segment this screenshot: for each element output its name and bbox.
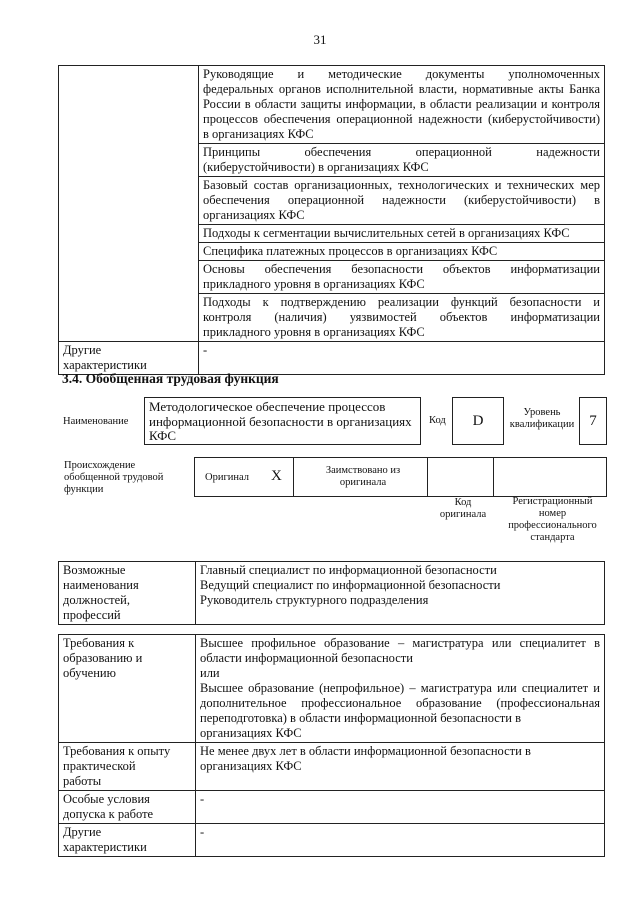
level-value: 7 <box>579 397 607 445</box>
code-original-caption: Код оригинала <box>439 497 487 520</box>
original-label: Оригинал <box>205 472 249 483</box>
divider <box>427 458 428 496</box>
knowledge-cell: Принципы обеспечения операционной надежности (киберустойчивости) в организациях КФС <box>199 144 605 177</box>
positions-table <box>58 561 605 625</box>
education-value: Высшее профильное образование – магистратура или специалитет в области информационной безопасности или Высшее образование (непрофильное) – магистратура или специалитет и дополнительное профессиональное образование (профессиональная переподготовка) в области информационной безопасности в организациях КФС <box>196 635 605 743</box>
original-mark: X <box>271 468 282 484</box>
experience-value: Не менее двух лет в области информационной безопасности в организациях КФС <box>196 743 605 791</box>
knowledge-cell: Основы обеспечения безопасности объектов информатизации прикладного уровня в организациях КФС <box>199 261 605 294</box>
positions-values <box>196 562 605 625</box>
name-value-box <box>144 397 421 445</box>
page-number: 31 <box>313 32 327 47</box>
other-characteristics-label: Другие характеристики <box>59 342 199 375</box>
positions-label: Возможные наименования должностей, профессий <box>59 562 196 625</box>
experience-label: Требования к опыту практической работы <box>59 743 196 791</box>
position-item: Ведущий специалист по информационной безопасности <box>200 578 501 592</box>
code-value: D <box>452 397 504 445</box>
other-label: Другие характеристики <box>59 824 196 857</box>
borrowed-label: Заимствовано из оригинала <box>325 465 401 488</box>
knowledge-cell: Подходы к подтверждению реализации функций безопасности и контроля (наличия) уязвимостей объектов информатизации прикладного уровня в организациях КФС <box>199 294 605 342</box>
other-value: - <box>196 824 605 857</box>
knowledge-table <box>58 65 605 375</box>
knowledge-cell: Базовый состав организационных, технологических и технических мер обеспечения операционной надежности (киберустойчивости) в организациях КФС <box>199 177 605 225</box>
empty-label-cell <box>59 66 199 342</box>
origin-label: Происхождение обобщенной трудовой функции <box>64 460 164 495</box>
knowledge-cell: Специфика платежных процессов в организациях КФС <box>199 243 605 261</box>
position-item: Руководитель структурного подразделения <box>200 593 429 607</box>
requirements-table <box>58 634 605 857</box>
level-label: Уровень квалификации <box>509 407 575 430</box>
knowledge-cell: Подходы к сегментации вычислительных сетей в организациях КФС <box>199 225 605 243</box>
section-title: 3.4. Обобщенная трудовая функция <box>62 371 279 386</box>
reg-number-caption: Регистрационный номер профессионального стандарта <box>508 496 597 543</box>
name-label: Наименование <box>63 416 129 427</box>
divider <box>293 458 294 496</box>
name-value: Методологическое обеспечение процессов информационной безопасности в организациях КФС <box>149 399 412 443</box>
other-characteristics-value: - <box>199 342 605 375</box>
knowledge-cell: Руководящие и методические документы уполномоченных федеральных органов исполнительной власти, нормативные акты Банка России в области защиты информации, в области реализации и контроля процессов обеспечения операционной надежности (киберустойчивости) в организациях КФС <box>199 66 605 144</box>
position-item: Главный специалист по информационной безопасности <box>200 563 497 577</box>
education-label: Требования к образованию и обучению <box>59 635 196 743</box>
code-label: Код <box>429 415 446 426</box>
admission-label: Особые условия допуска к работе <box>59 791 196 824</box>
divider <box>493 458 494 496</box>
admission-value: - <box>196 791 605 824</box>
origin-box <box>194 457 607 497</box>
